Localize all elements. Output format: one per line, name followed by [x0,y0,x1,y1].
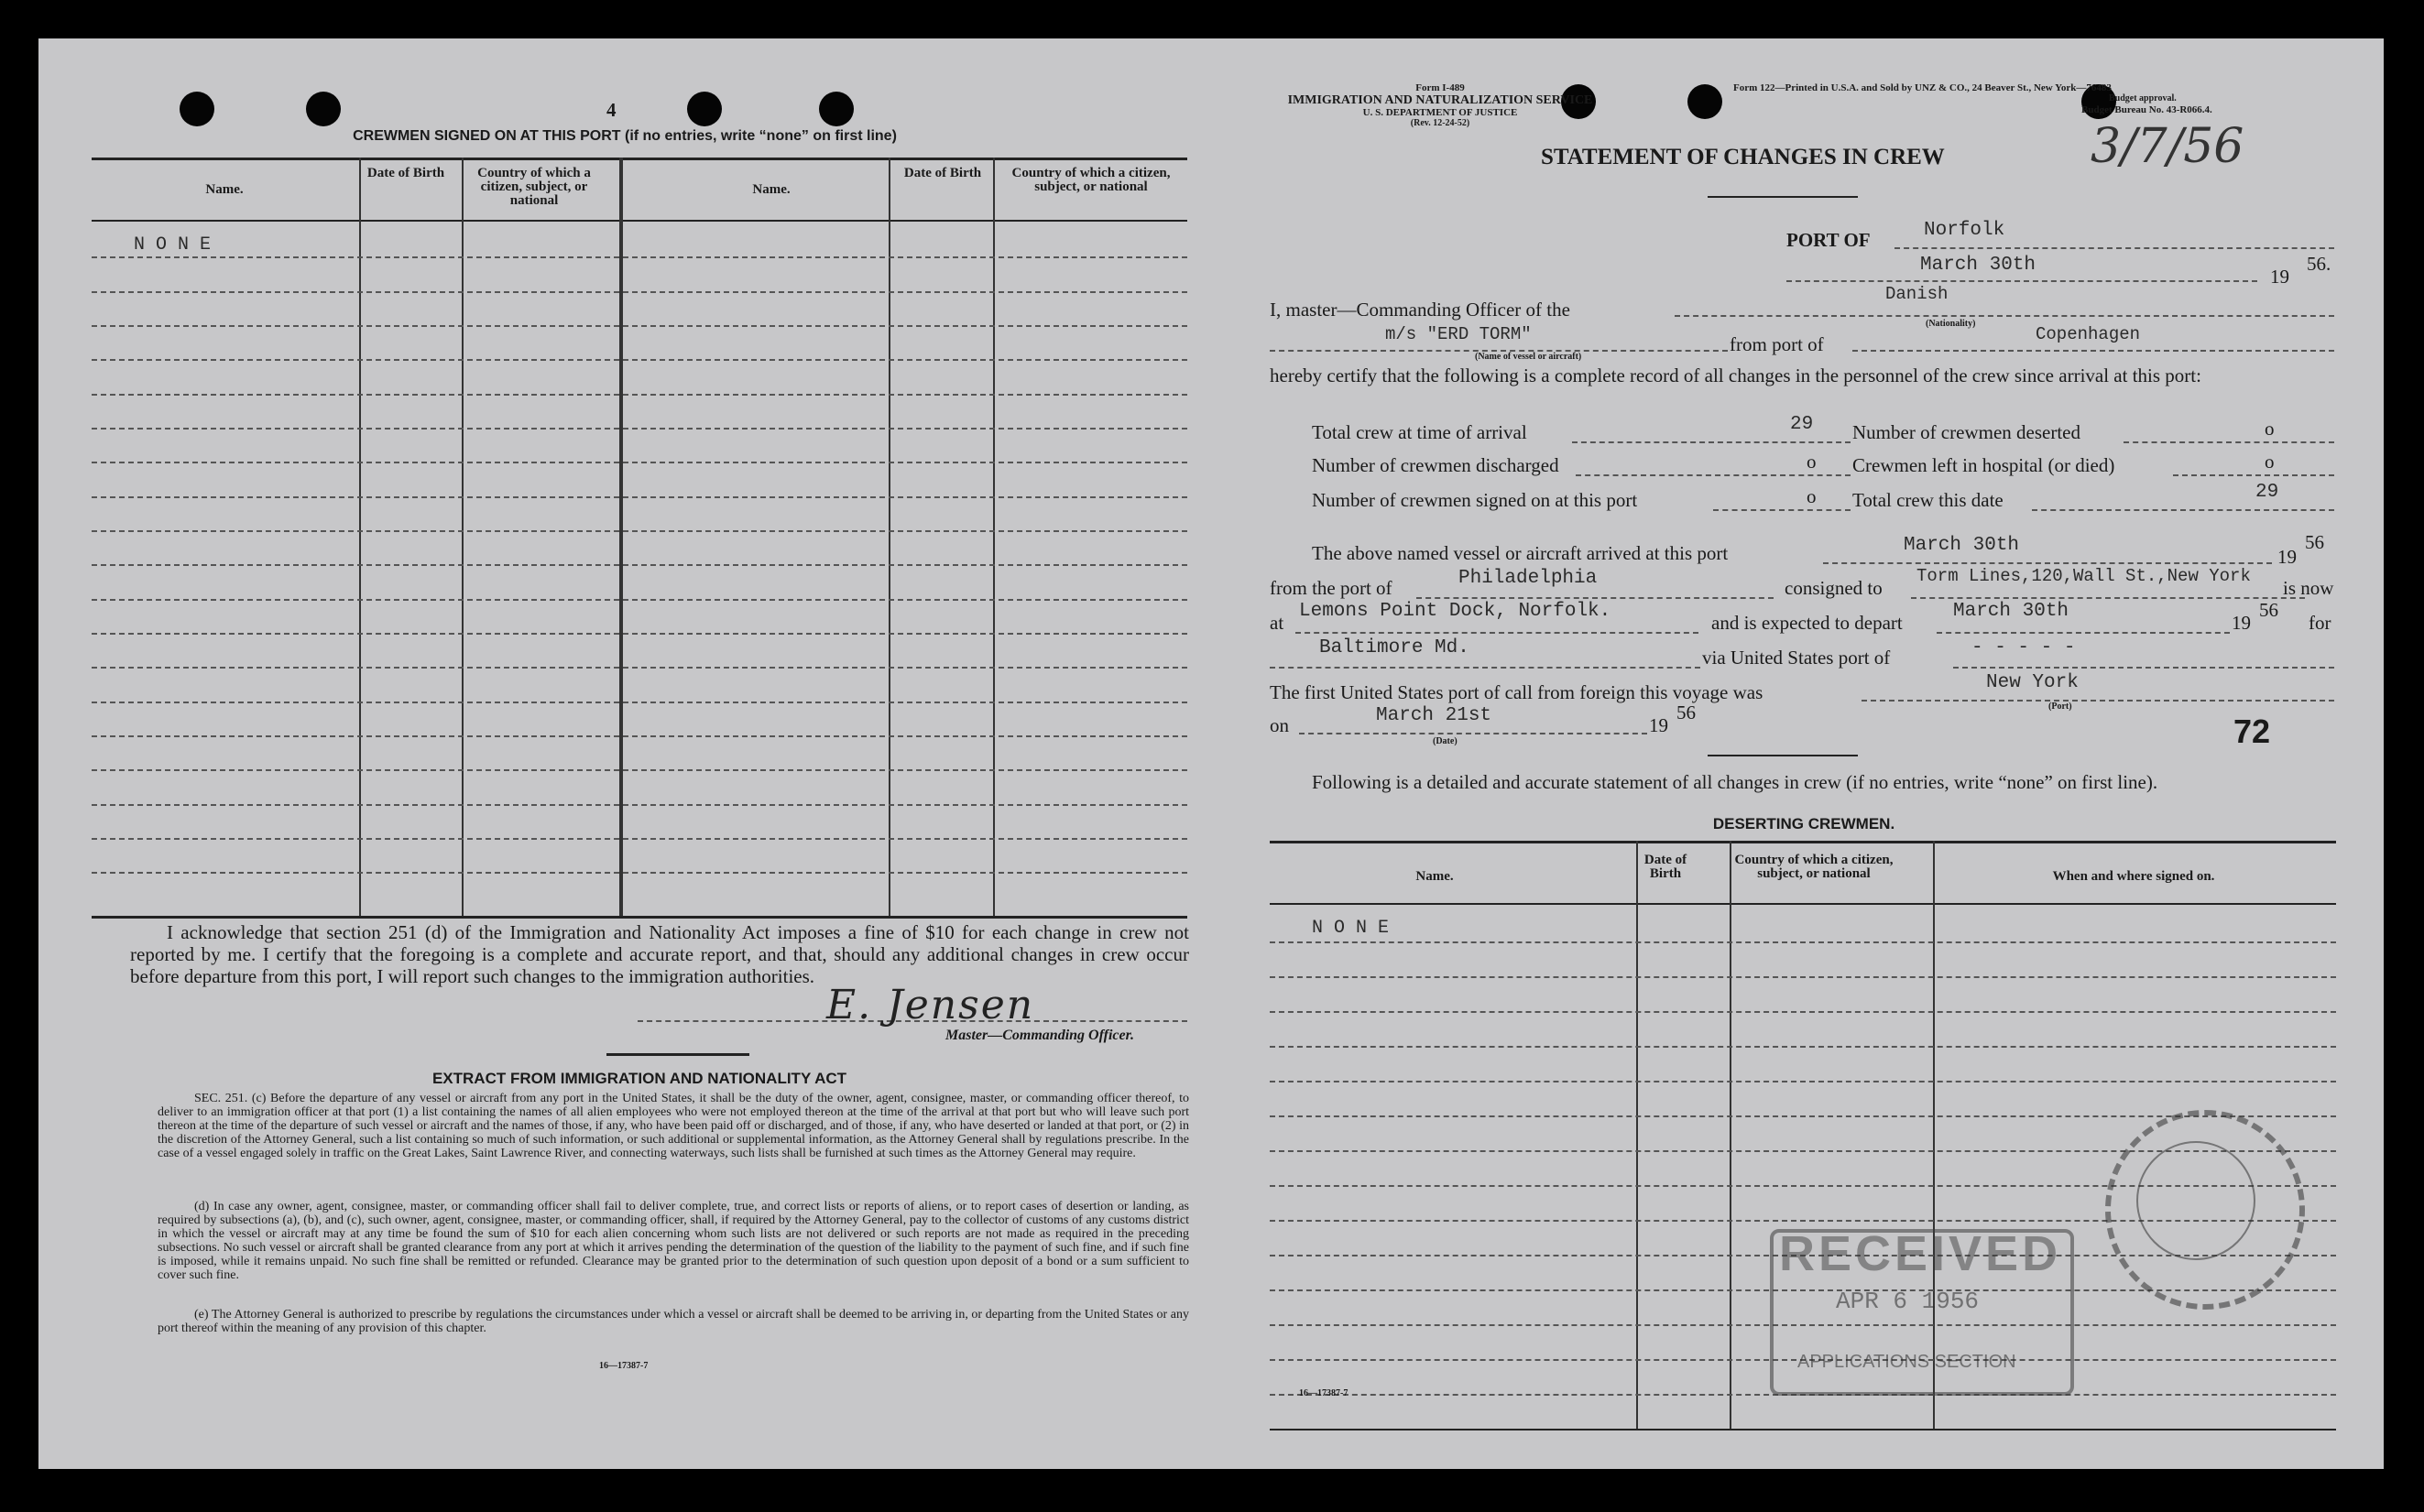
year-prefix: 19 [2270,266,2289,288]
field-line [2124,441,2334,443]
following-text: Following is a detailed and accurate statement of all changes in crew (if no entries, write “none” on first line). [1312,771,2158,793]
field-line [1299,733,1647,734]
field-line [1675,315,2334,317]
received-stamp-date: APR 6 1956 [1836,1288,1980,1315]
col-country-header: Country of which a citizen, subject, or national [477,166,591,208]
left-table-bottom-rule [92,916,1187,919]
consigned-value: Torm Lines,120,Wall St.,New York [1916,566,2251,586]
deserted-value: o [2265,418,2275,440]
extract-para-2: (d) In case any owner, agent, consignee, master, or commanding officer shall fail to deliver complete, true, and correct lists or reports of aliens, or to report cases of desertion or landing, as required by subsections (a), (b), and (c), such owner, agent, consignee, master, or commanding officer, shall, if required by the Attorney General, pay to the collector of customs of any customs district in which the vessel or aircraft may at any time be found the sum of $10 for each alien concerning whom such lists are not delivered or such reports are not made as required in the preceding subsections. No such vessel or aircraft shall be granted clearance from any port at which it arrives pending the determination of the question of the liability to the payment of such fine, and if such fine is imposed, while it remains unpaid. No such fine shall be remitted or refunded. Clearance may be granted prior to the determination of such question upon deposit of a bond or a sum sufficient to cover such fine. [158,1200,1189,1282]
field-line [1270,667,1700,669]
col-country-header: Country of which a citizen, subject, or national [1011,166,1171,194]
signed-on-label: Number of crewmen signed on at this port [1312,489,1638,511]
left-header-rule [92,220,1187,222]
field-line [2032,509,2334,511]
right-print-code: 16—17387-7 [1299,1388,1348,1398]
date-caption: (Date) [1433,736,1458,746]
left-first-entry: N O N E [134,234,212,256]
field-line [2173,474,2334,476]
vessel-value: m/s "ERD TORM" [1385,324,1532,344]
col-name-header: Name. [752,182,791,197]
right-table-bottom-rule [1270,1429,2336,1430]
vessel-caption: (Name of vessel or aircraft) [1475,352,1582,362]
consigned-label: consigned to [1785,577,1883,599]
agency-department: U. S. DEPARTMENT OF JUSTICE [1362,107,1518,118]
signed-on-value: o [1807,485,1817,507]
col-when-where-header: When and where signed on. [2052,869,2215,884]
on-year: 56 [1676,702,1696,723]
from-the-port-label: from the port of [1270,577,1392,599]
short-rule [1708,755,1858,756]
port-of-label: PORT OF [1786,229,1871,251]
printer-line: Form 122—Printed in U.S.A. and Sold by UNZ & CO., 24 Beaver St., New York—76483 [1733,82,2112,93]
column-divider [1730,841,1731,1430]
field-line [1937,632,2230,634]
from-port-value: Copenhagen [2036,324,2141,344]
punch-hole [180,92,214,126]
field-line [1852,350,2334,352]
field-line [1576,474,1851,476]
left-title: CREWMEN SIGNED ON AT THIS PORT (if no entries, write “none” on first line) [353,128,897,144]
arrived-label: The above named vessel or aircraft arrived at this port [1312,542,1729,564]
discharged-value: o [1807,451,1817,473]
column-divider [1636,841,1638,1430]
certify-text: hereby certify that the following is a complete record of all changes in the personnel of the crew since arrival at this port: [1270,364,2201,386]
col-dob-header: Date of Birth [903,166,982,180]
budget-approval: Budget approval. [2109,93,2177,103]
short-rule [606,1053,749,1056]
at-value: Lemons Point Dock, Norfolk. [1299,601,1611,622]
total-crew-date-label: Total crew this date [1852,489,2004,511]
acknowledgment-text: I acknowledge that section 251 (d) of the Immigration and Nationality Act imposes a fine of $10 for each change in crew not reported by me. I certify that the foregoing is a complete and accurate report, and that, should any additional changes in crew occur before departure from this port, I will report such changes to the immigration authorities. [130,921,1189,987]
field-line [1953,667,2334,669]
field-line [1911,597,2305,599]
left-print-code: 16—17387-7 [599,1361,649,1371]
from-port-label: from port of [1730,333,1824,355]
field-line [1786,280,2257,282]
punch-hole [687,92,722,126]
col-dob-header: Date of Birth [366,166,445,180]
date-value: March 30th [1920,255,2036,276]
on-year-prefix: 19 [1649,714,1668,736]
destination-value: Baltimore Md. [1319,637,1469,658]
punch-hole [306,92,341,126]
agency-form-number: Form I-489 [1415,82,1465,93]
master-signature: E. Jensen [826,982,1035,1028]
form-title: STATEMENT OF CHANGES IN CREW [1541,145,1945,169]
for-label: for [2309,612,2331,634]
depart-year: 56 [2259,599,2278,621]
handwritten-date: 3/7/56 [2091,119,2244,174]
agency-name: IMMIGRATION AND NATURALIZATION SERVICE [1287,93,1593,107]
field-line [1572,441,1851,443]
year-value: 56. [2307,253,2331,275]
port-of-value: Norfolk [1924,220,2005,241]
first-port-value: New York [1986,672,2079,693]
punch-hole [819,92,854,126]
col-name-header: Name. [205,182,244,197]
hospital-label: Crewmen left in hospital (or died) [1852,454,2115,476]
deserted-label: Number of crewmen deserted [1852,421,2080,443]
hospital-value: o [2265,451,2275,473]
col-country-header: Country of which a citizen, subject, or national [1734,853,1894,881]
is-now-label: is now [2283,577,2334,599]
field-line [1894,247,2334,249]
stamped-number: 72 [2233,712,2271,750]
right-table-top-rule [1270,841,2336,843]
port-caption: (Port) [2048,702,2072,712]
nationality-caption: (Nationality) [1926,319,1976,329]
first-port-label: The first United States port of call from foreign this voyage was [1270,681,1763,703]
field-line [1862,700,2334,702]
extract-para-3: (e) The Attorney General is authorized to prescribe by regulations the circumstances under which a vessel or aircraft shall be deemed to be arriving in, or departing from the United States or any port thereof within the meaning of any provision of this chapter. [158,1308,1189,1335]
col-name-header: Name. [1415,869,1454,884]
received-stamp-section: APPLICATIONS SECTION [1797,1352,2016,1372]
deserting-title: DESERTING CREWMEN. [1712,815,1895,832]
via-label: via United States port of [1702,647,1891,669]
arrived-year-prefix: 19 [2277,546,2297,568]
total-crew-arrival-label: Total crew at time of arrival [1312,421,1527,443]
page-number: 4 [606,99,617,121]
extract-title: EXTRACT FROM IMMIGRATION AND NATIONALITY ACT [431,1070,847,1087]
signature-caption: Master—Commanding Officer. [945,1028,1134,1043]
from-the-port-value: Philadelphia [1458,568,1598,589]
on-value: March 21st [1376,705,1492,726]
document-sheet [38,38,2384,1469]
nationality-value: Danish [1885,284,1949,304]
field-line [1416,597,1774,599]
right-header-rule [1270,903,2336,905]
budget-bureau-number: Budget Bureau No. 43-R066.4. [2081,104,2212,115]
arrived-year: 56 [2305,531,2324,553]
master-label: I, master—Commanding Officer of the [1270,299,1570,321]
at-label: at [1270,612,1284,634]
title-rule [1708,196,1858,198]
arrived-value: March 30th [1904,535,2020,556]
on-label: on [1270,714,1289,736]
depart-value: March 30th [1953,601,2069,622]
left-table-top-rule [92,158,1187,160]
total-crew-arrival-value: 29 [1790,414,1814,435]
total-crew-date-value: 29 [2255,482,2279,503]
field-line [1295,632,1698,634]
depart-label: and is expected to depart [1711,612,1903,634]
via-value: - - - - - [1971,637,2076,658]
depart-year-prefix: 19 [2232,612,2251,634]
postmark-stamp-inner [2136,1141,2255,1260]
agency-revision: (Rev. 12-24-52) [1410,118,1470,128]
field-line [1713,509,1851,511]
field-line [1823,562,2272,564]
received-stamp-label: RECEIVED [1779,1226,2062,1281]
col-dob-header: Date of Birth [1643,853,1687,881]
right-first-entry: N O N E [1312,918,1390,939]
punch-hole [1687,84,1722,119]
extract-para-1: SEC. 251. (c) Before the departure of any vessel or aircraft from any port in the United States, it shall be the duty of the owner, agent, consignee, master, or commanding officer thereof, to deliver to an immigration officer at that port (1) a list containing the names of all alien employees who were not employed thereon at the time of the arrival at that port but who will leave such port thereon at the time of the departure of such vessel or aircraft and the names of those, if any, who have been paid off or discharged, and of those, if any, who have deserted or landed at that port, or (2) in the discretion of the Attorney General, such a list containing so much of such information, or such additional or supplemental information, as the Attorney General shall by regulations prescribe. In the case of a vessel engaged solely in traffic on the Great Lakes, Saint Lawrence River, and connecting waterways, such lists shall be furnished at such times as the Attorney General may require. [158,1092,1189,1160]
discharged-label: Number of crewmen discharged [1312,454,1559,476]
